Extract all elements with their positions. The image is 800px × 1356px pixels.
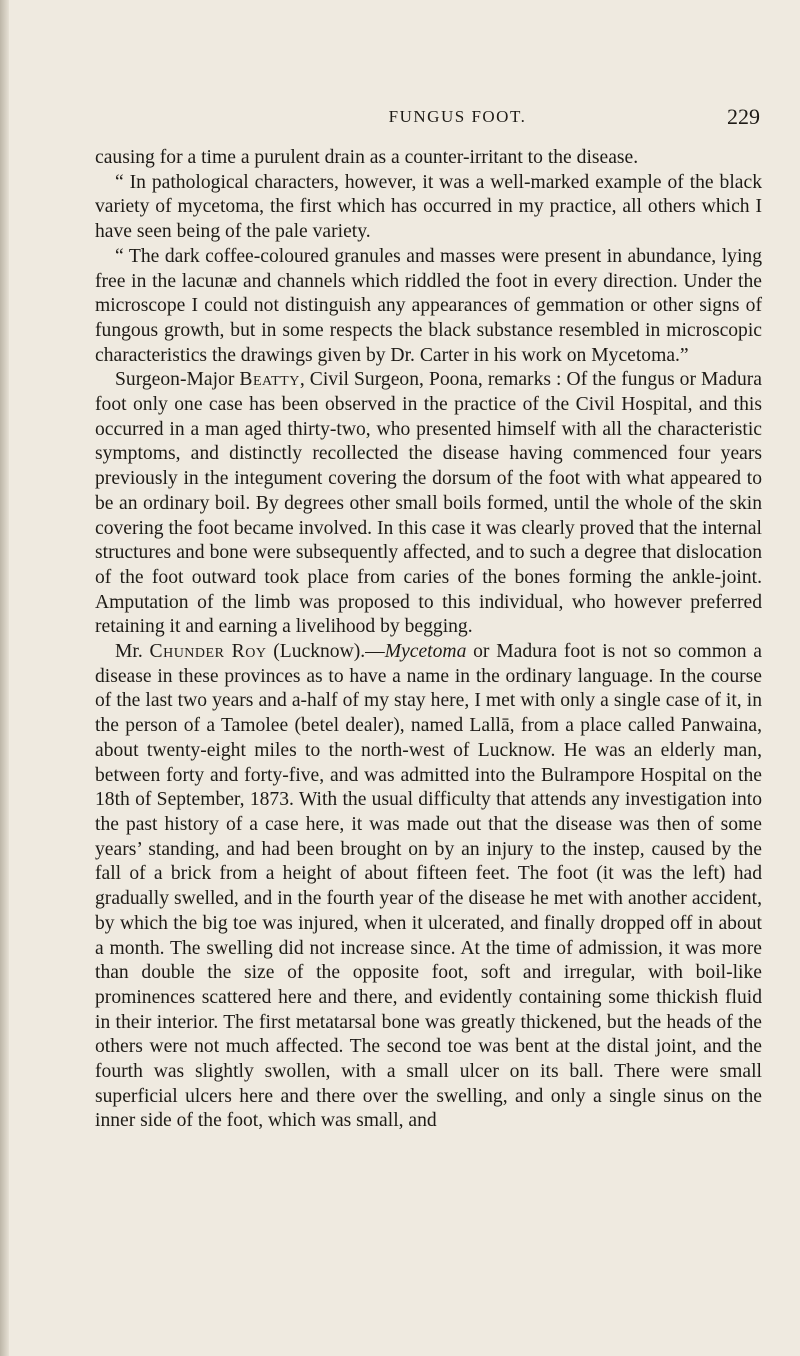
author-name-beatty: Beatty [239,369,300,391]
author-name-chunder-roy: Chunder Roy [149,641,267,663]
paragraph-1: causing for a time a purulent drain as a counter-irritant to the disease. [95,147,639,168]
paragraph-4 [95,368,762,640]
paragraph-2: “ In pathological characters, however, it was a well-marked example of the black variety of mycetoma, the first which has occurred in my practice, all others which I have seen being of the pale variety. [95,171,762,243]
paragraph-5-body: or Madura foot is not so common a disease in these provinces as to have a name in the ordinary language. In the course of the last two years and a-half of my stay here, I met with only a single case of it, in the person of a Tamolee (betel dealer), named Lallā, from a place called Panwaina, about twenty-eight miles to the north-west of Lucknow. He was an elderly man, between forty and forty-five, and was admitted into the Bulrampore Hospital on the 18th of September, 1873. With the usual difficulty that attends any investigation into the past history of a case here, it was made out that the disease was then of some years’ standing, and had been brought on by an injury to the instep, caused by the fall of a brick from a height of about fifteen feet. The foot (it was the left) had gradually swelled, and in the fourth year of the disease he met with another accident, by which the big toe was injured, when it ulcerated, and finally dropped off in about a month. The swelling did not increase since. At the time of admission, it was more than double the size of the opposite foot, soft and irregular, with boil-like prominences scattered here and there, and evidently containing some thickish fluid in their interior. The first metatarsal bone was greatly thickened, but the heads of the others were not much affected. The second toe was bent at the distal joint, and the fourth was slightly swollen, with a small ulcer on its ball. There were small superficial ulcers here and there over the swelling, and only a single sinus on the inner side of the foot, which was small, and [95,641,762,1132]
paragraph-4-body: , Civil Surgeon, Poona, remarks : Of the fungus or Madura foot only one case has been observed in the practice of the Civil Hospital, and this occurred in a man aged thirty-two, who presented himself with all the characteristic symptoms, and distinctly recollected the disease having commenced four years previously in the integument covering the dorsum of the foot with what appeared to be an ordinary boil. By degrees other small boils formed, until the whole of the skin covering the foot became involved. In this case it was clearly proved that the internal structures and bone were subsequently affected, and to such a degree that dislocation of the foot outward took place from caries of the bones forming the ankle-joint. Amputation of the limb was proposed to this individual, who however preferred retaining it and earning a livelihood by begging. [95,369,762,638]
page-number: 229 [727,104,760,129]
paragraph-5-location: (Lucknow).— [266,641,385,663]
paragraph-4-lead: Surgeon-Major [115,369,240,391]
paragraph-3: “ The dark coffee-coloured granules and masses were present in abundance, lying free in the lacunæ and channels which riddled the foot in every direction. Under the microscope I could not distinguish any appearances of gemmation or other signs of fungous growth, but in some respects the black substance resembled in microscopic characteristics the drawings given by Dr. Carter in his work on Mycetoma.” [95,245,762,366]
body-text [95,146,762,1134]
term-mycetoma: Mycetoma [384,641,467,663]
paragraph-5 [95,640,762,1134]
page-spine-shadow [0,0,9,1356]
running-title: FUNGUS FOOT. [388,107,527,126]
page-header [95,104,760,137]
paragraph-5-lead: Mr. [115,641,150,663]
